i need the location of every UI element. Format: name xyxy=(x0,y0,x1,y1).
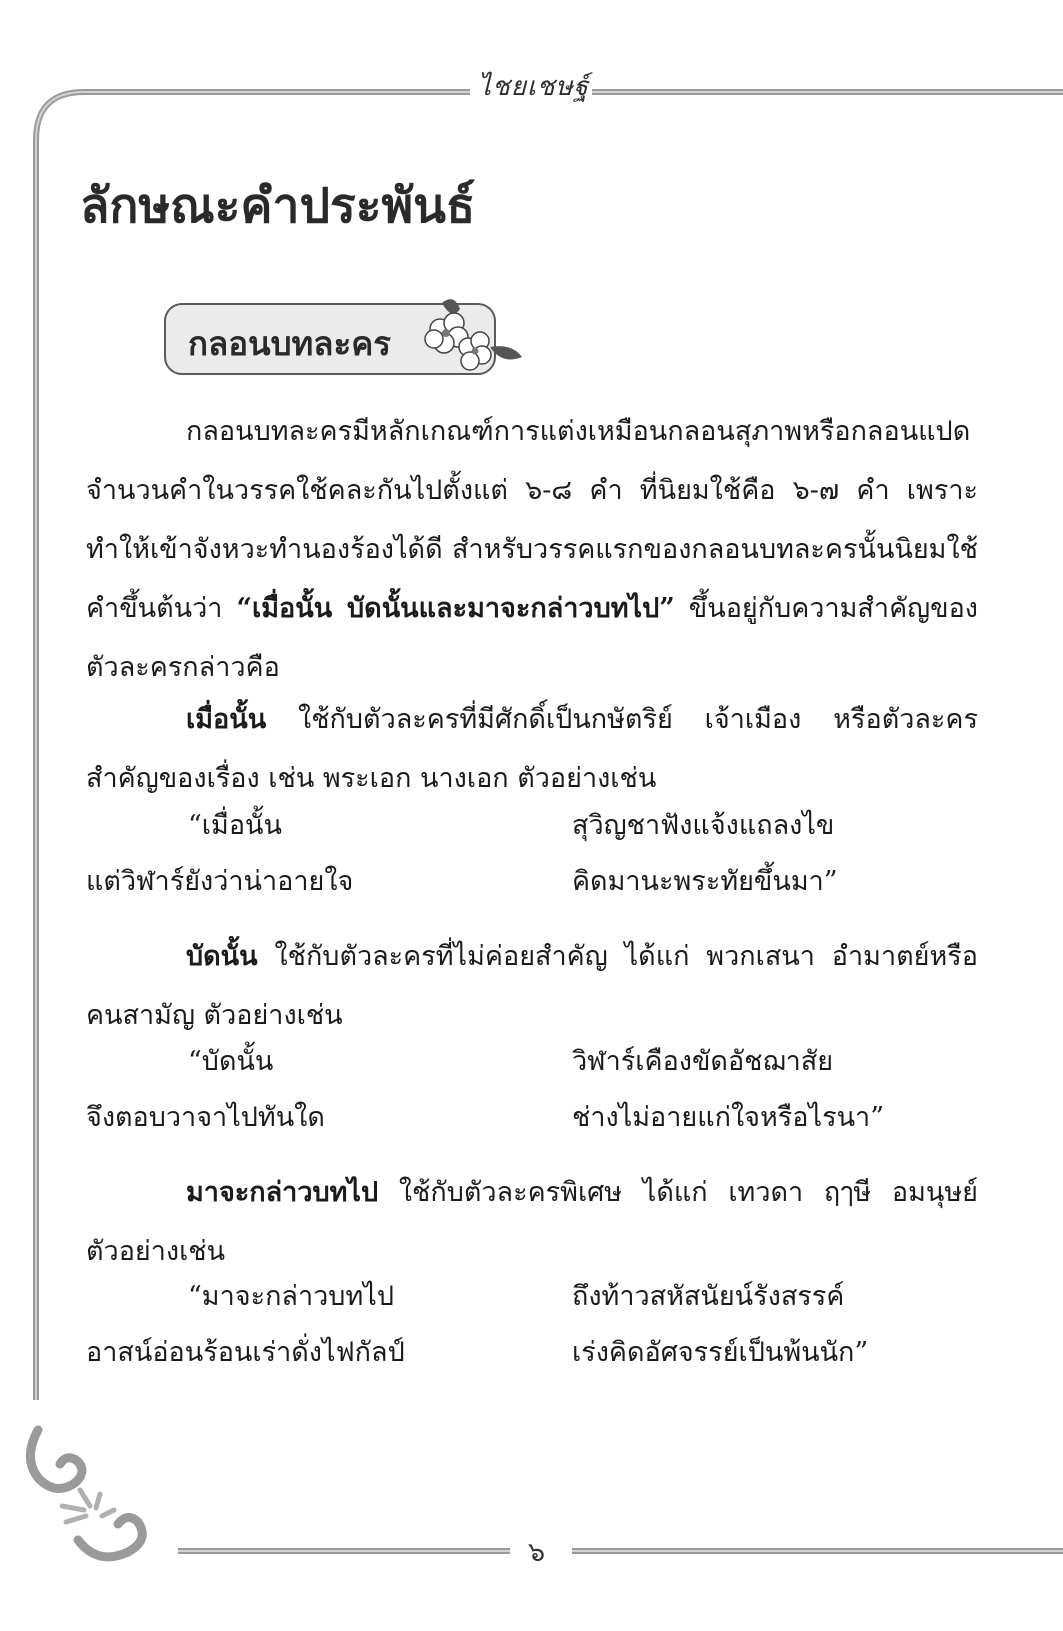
section-term: มาจะกล่าวบทไป xyxy=(186,1177,379,1208)
verse-line: ช่างไม่อายแก่ใจหรือไรนา” xyxy=(572,1102,885,1133)
section-paragraph xyxy=(86,690,978,808)
verse-line: อาสน์อ่อนร้อนเร่าดั่งไฟกัลป์ xyxy=(86,1337,405,1368)
header-brand: ไชยเชษฐ์ xyxy=(478,72,589,102)
verse-line: คิดมานะพระทัยขึ้นมา” xyxy=(572,866,838,897)
verse-line: สุวิญชาฟังแจ้งแถลงไข xyxy=(572,810,835,841)
section-desc: ใช้กับตัวละครพิเศษ ได้แก่ เทวดา ฤๅษี อมนุษย์ตัวอย่างเช่น xyxy=(86,1177,978,1267)
intro-bold: “เมื่อนั้น บัดนั้นและมาจะกล่าวบทไป” xyxy=(236,593,675,624)
verse-line: “บัดนั้น xyxy=(188,1046,274,1077)
page-number: ๖ xyxy=(528,1537,546,1568)
intro-text-1: กลอนบทละครมีหลักเกณฑ์การแต่งเหมือนกลอนสุภาพหรือกลอนแปด จำนวนคำในวรรคใช้คละกันไปตั้งแต่ ๖-๘ คำ ที่นิยมใช้คือ ๖-๗ คำ เพราะทำให้เข้าจังหวะทำนองร้องได้ดี สำหรับวรรคแรกของกลอนบทละครนั้นนิยมใช้คำขึ้นต้นว่า xyxy=(86,416,978,624)
section-desc: ใช้กับตัวละครที่มีศักดิ์เป็นกษัตริย์ เจ้าเมือง หรือตัวละครสำคัญของเรื่อง เช่น พระเอก นางเอก ตัวอย่างเช่น xyxy=(86,704,978,794)
section-term: เมื่อนั้น xyxy=(186,704,267,735)
verse-line: ถึงท้าวสหัสนัยน์รังสรรค์ xyxy=(572,1281,845,1312)
section-desc: ใช้กับตัวละครที่ไม่ค่อยสำคัญ ได้แก่ พวกเสนา อำมาตย์หรือคนสามัญ ตัวอย่างเช่น xyxy=(86,941,978,1031)
section-paragraph xyxy=(86,1163,978,1281)
verse-line: “มาจะกล่าวบทไป xyxy=(188,1281,394,1312)
verse-line: แต่วิฬาร์ยังว่าน่าอายใจ xyxy=(86,866,354,897)
section-badge-label: กลอนบทละคร xyxy=(188,324,392,363)
intro-text-2: ขึ้นอยู่กับความสำคัญของตัวละครกล่าวคือ xyxy=(86,593,978,683)
verse-line: เร่งคิดอัศจรรย์เป็นพ้นนัก” xyxy=(572,1337,869,1368)
flower-icon xyxy=(420,295,530,375)
section-term: บัดนั้น xyxy=(186,941,258,972)
section-paragraph xyxy=(86,927,978,1045)
intro-paragraph xyxy=(86,402,978,697)
verse-line: จึงตอบวาจาไปทันใด xyxy=(86,1102,325,1133)
verse-line: “เมื่อนั้น xyxy=(188,810,282,841)
swirl-icon xyxy=(18,1420,178,1570)
page-title: ลักษณะคำประพันธ์ xyxy=(80,178,476,234)
verse-line: วิฬาร์เคืองขัดอัชฌาสัย xyxy=(572,1046,834,1077)
